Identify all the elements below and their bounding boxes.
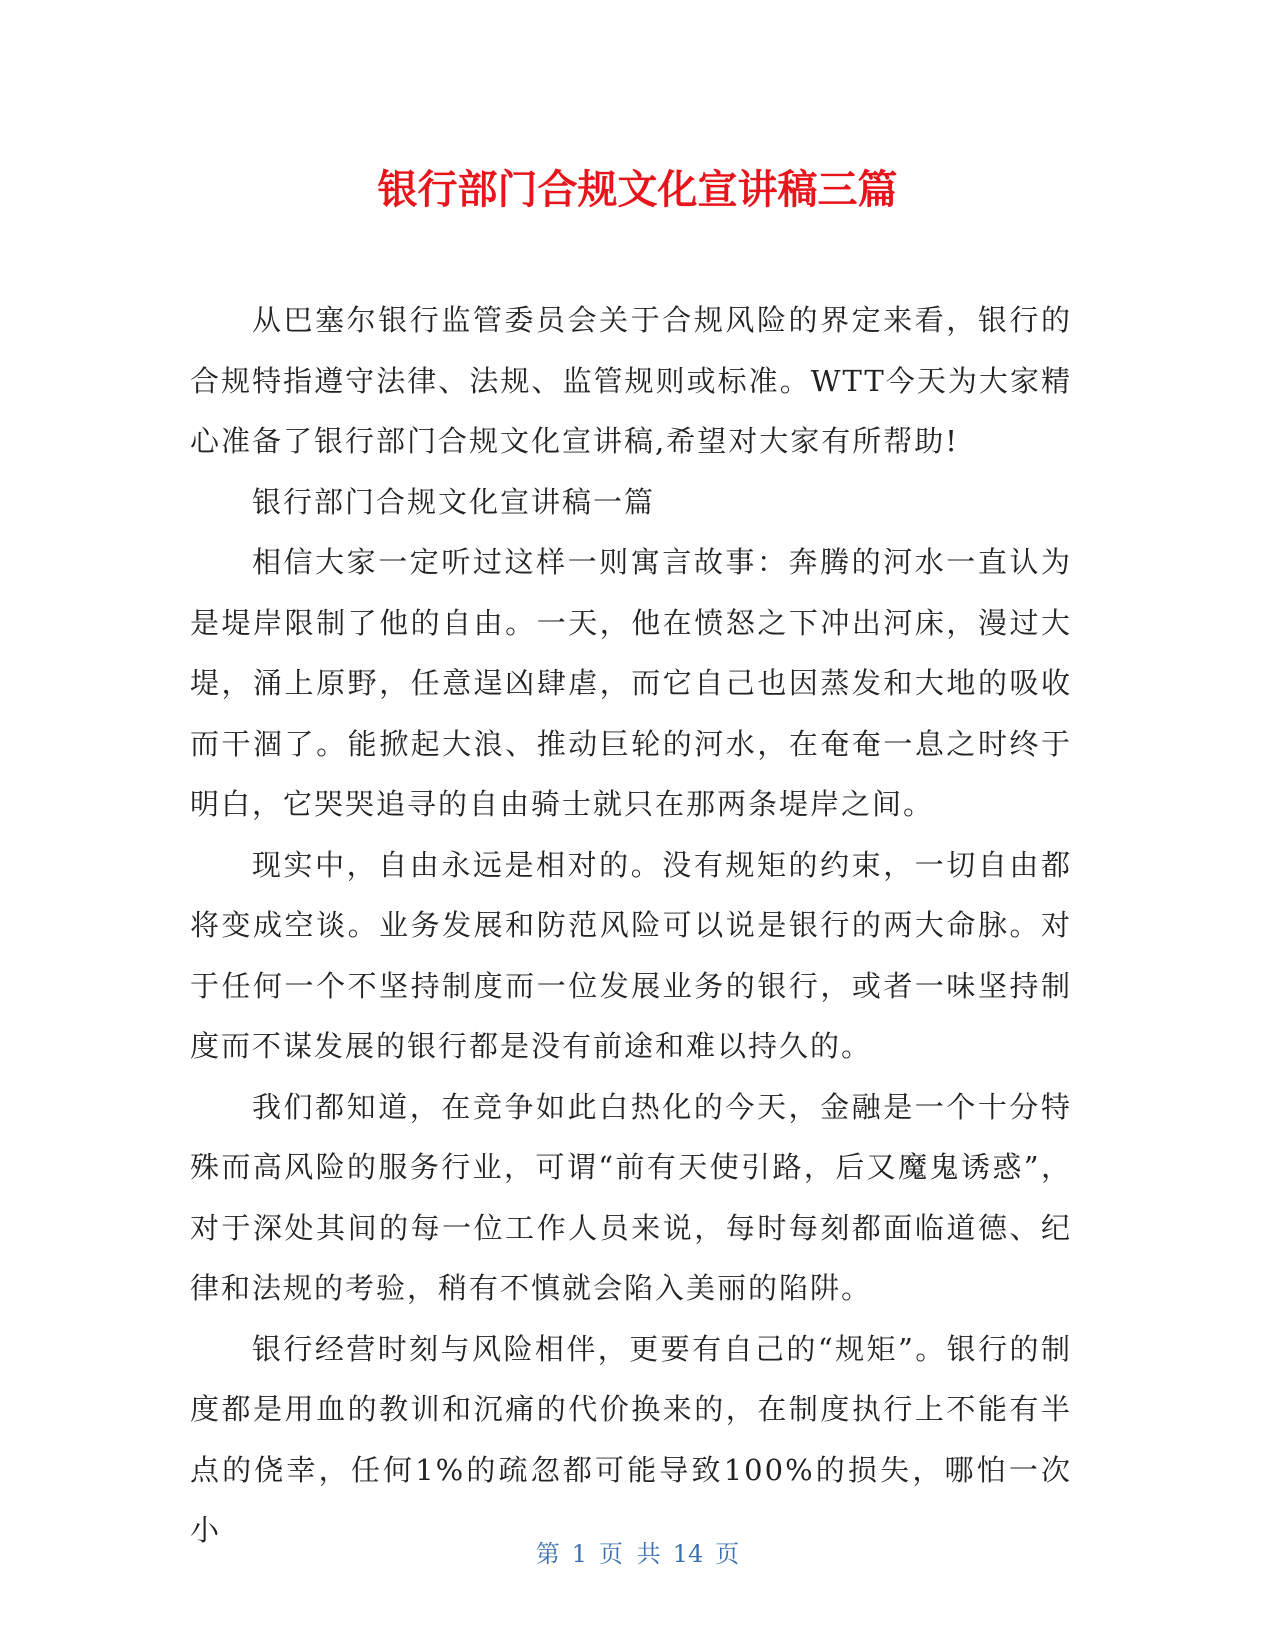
document-body: [190, 290, 1072, 1561]
document-title: 银行部门合规文化宣讲稿三篇: [377, 167, 898, 213]
footer-suffix: 页: [715, 1540, 740, 1568]
paragraph-reality: 现实中，自由永远是相对的。没有规矩的约束，一切自由都将变成空谈。业务发展和防范风险可以说是银行的两大命脉。对于任何一个不坚持制度而一位发展业务的银行，或者一味坚持制度而不谋发展的银行都是没有前途和难以持久的。: [190, 847, 1072, 1063]
footer-total-pages: 14: [672, 1540, 704, 1568]
paragraph-fable: 相信大家一定听过这样一则寓言故事：奔腾的河水一直认为是堤岸限制了他的自由。一天，他在愤怒之下冲出河床，漫过大堤，涌上原野，任意逞凶肆虐，而它自己也因蒸发和大地的吸收而干涸了。能掀起大浪、推动巨轮的河水，在奄奄一息之时终于明白，它哭哭追寻的自由骑士就只在那两条堤岸之间。: [190, 545, 1072, 821]
paragraph-rules: 银行经营时刻与风险相伴，更要有自己的“规矩”。银行的制度都是用血的教训和沉痛的代价换来的，在制度执行上不能有半点的侥幸，任何1%的疏忽都可能导致100%的损失，哪怕一次小: [190, 1331, 1072, 1547]
footer-page-number: 1: [571, 1540, 588, 1568]
paragraph-section-heading: 银行部门合规文化宣讲稿一篇: [252, 484, 656, 519]
paragraph-competition: 我们都知道，在竞争如此白热化的今天，金融是一个十分特殊而高风险的服务行业，可谓“前有天使引路，后又魔鬼诱惑”，对于深处其间的每一位工作人员来说，每时每刻都面临道德、纪律和法规的考验，稍有不慎就会陷入美丽的陷阱。: [190, 1089, 1072, 1305]
footer-middle: 页 共: [599, 1540, 661, 1568]
footer-prefix: 第: [535, 1540, 560, 1568]
paragraph-intro: 从巴塞尔银行监管委员会关于合规风险的界定来看，银行的合规特指遵守法律、法规、监管规则或标准。WTT今天为大家精心准备了银行部门合规文化宣讲稿,希望对大家有所帮助!: [190, 303, 1072, 458]
page-footer: [0, 1537, 1275, 1571]
